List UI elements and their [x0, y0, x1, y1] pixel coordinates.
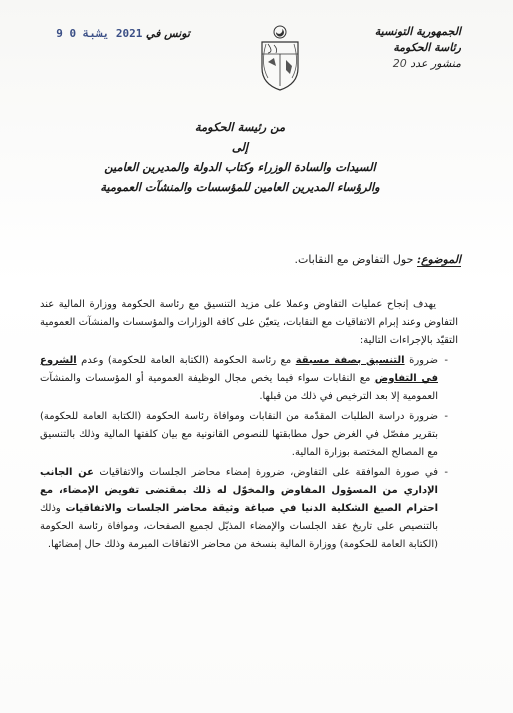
date-stamp: 2021 يشبة 0 9: [56, 27, 143, 40]
procedures-list: [40, 352, 458, 554]
date-block: [30, 26, 190, 42]
letter-body: [40, 296, 458, 556]
subject-label: الموضوع:: [416, 253, 461, 266]
procedure-item-2: - ضرورة دراسة الطلبات المقدّمة من النقابات وموافاة رئاسة الحكومة (الكتابة العامة للحكومة) بتقرير مفصّل في الغرض حول مطابقتها للنصوص القانونية مع بيان كلفتها المالية وذلك بالتنسيق مع المصالح المختصة بوزارة المالية.: [40, 408, 448, 462]
circular-number: [341, 56, 461, 72]
to-label: إلى: [231, 140, 249, 154]
issuer-line-republic: الجمهورية التونسية: [374, 25, 461, 38]
item3-text-a: في صورة الموافقة على التفاوض، ضرورة إمضاء محاضر الجلسات والاتفاقيات: [99, 467, 439, 478]
item1-text-a: ضرورة: [409, 355, 438, 366]
item1-emphasis-prior-coordination: التنسيق بصفة مسبقة: [295, 355, 405, 366]
coat-of-arms-emblem: [254, 24, 306, 92]
subject-text: حول التفاوض مع النقابات.: [294, 253, 414, 266]
issuer-line-presidency: رئاسة الحكومة: [393, 41, 461, 54]
item1-text-b: مع رئاسة الحكومة (الكتابة العامة للحكومة) وعدم: [81, 355, 292, 366]
circular-label: منشور عدد: [410, 57, 461, 70]
procedure-item-1: [40, 352, 448, 406]
recipients-line-2: والرؤساء المديرين العامين للمؤسسات والمنشآت العمومية: [100, 180, 380, 194]
procedure-item-3: [40, 464, 448, 554]
city-date-label: تونس في: [145, 27, 190, 40]
item1-emphasis-start-negotiation: الشروع في التفاوض: [40, 355, 438, 384]
sender: من رئيسة الحكومة: [194, 120, 286, 134]
item3-emphasis: عن الجانب الإداري من المسؤول المفاوض والمخوّل له ذلك بمقتضى تفويض الإمضاء، مع احترام الصيغ الشكلية الدنيا في صياغة وثيقة محاضر الجلسات والاتفاقيات: [40, 467, 438, 514]
item3-text-b: وذلك بالتنصيص على تاريخ عقد الجلسات والإمضاء المذيّل لجميع الصفحات، وموافاة رئاسة الحكومة (الكتابة العامة للحكومة) ووزارة المالية بنسخة من محاضر الاتفاقات المبرمة وذلك حال إمضائها.: [40, 503, 438, 550]
recipients-line-1: السيدات والسادة الوزراء وكتاب الدولة والمديرين العامين: [104, 160, 376, 174]
issuer-block: [341, 24, 461, 72]
address-block: [40, 117, 440, 197]
item1-text-c: مع النقابات سواء فيما يخص مجال الوظيفة العمومية أو المؤسسات والمنشآت العمومية إلا بعد الترخيص في ذلك من قبلها.: [40, 373, 438, 402]
intro-paragraph: يهدف إنجاح عمليات التفاوض وعملا على مزيد التنسيق مع رئاسة الحكومة ووزارة المالية عند التفاوض وعند إبرام الاتفاقيات مع النقابات، يتعيّن على كافة الوزارات والمؤسسات والمنشآت العمومية التقيّد بالإجراءات التالية:: [40, 299, 458, 346]
circular-number-value: 20: [392, 57, 407, 70]
subject-line: [61, 253, 461, 266]
